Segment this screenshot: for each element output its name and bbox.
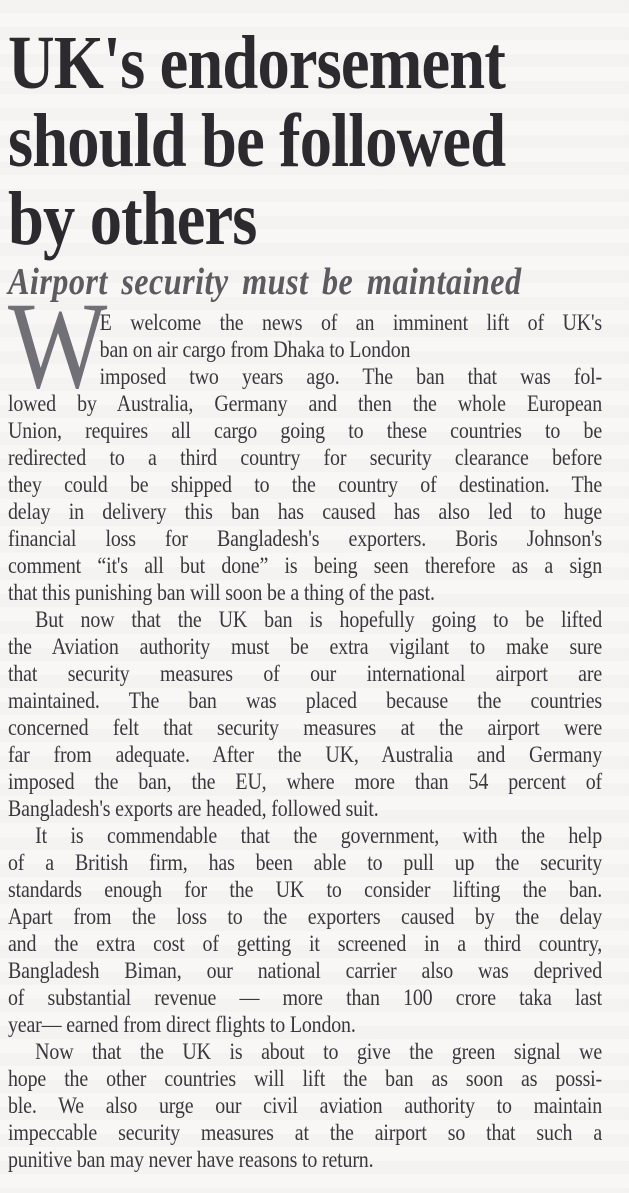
body-line: they could be shipped to the country of destination. The	[8, 472, 603, 498]
body-line: maintained. The ban was placed because the countries	[8, 688, 603, 714]
paragraph	[8, 823, 602, 1039]
body-line: hope the other countries will lift the ban as soon as possi-	[8, 1066, 603, 1092]
article-headline	[8, 21, 602, 261]
body-line: of a British firm, has been able to pull up the security	[8, 850, 603, 876]
headline-line: UK's endorsement	[8, 21, 505, 105]
headline-line: should be followed	[8, 99, 506, 183]
article-subheadline: Airport security must be maintained	[8, 261, 522, 303]
body-line: that security measures of our international airport are	[8, 661, 603, 687]
body-line: redirected to a third country for security clearance before	[8, 445, 603, 471]
body-line: Union, requires all cargo going to these countries to be	[8, 418, 603, 444]
headline-line: by others	[8, 177, 257, 261]
body-line: the Aviation authority must be extra vigilant to make sure	[8, 634, 603, 660]
body-line: Bangladesh's exports are headed, followed suit.	[8, 796, 379, 822]
body-line: comment “it's all but done” is being seen therefore as a sign	[8, 553, 603, 579]
body-line: that this punishing ban will soon be a thing of the past.	[8, 580, 435, 606]
body-line: delay in delivery this ban has caused has also led to huge	[8, 499, 603, 525]
body-line: far from adequate. After the UK, Australia and Germany	[8, 742, 603, 768]
body-line: ble. We also urge our civil aviation authority to maintain	[8, 1093, 603, 1119]
body-line: impeccable security measures at the airport so that such a	[8, 1120, 603, 1146]
body-line: imposed two years ago. The ban that was fol-	[99, 364, 603, 390]
body-line: Now that the UK is about to give the green signal we	[35, 1039, 603, 1065]
paragraph	[8, 1039, 602, 1174]
body-line: Apart from the loss to the exporters caused by the delay	[8, 904, 603, 930]
article-column	[8, 21, 603, 1174]
body-line: of substantial revenue — more than 100 crore taka last	[8, 985, 603, 1011]
body-line: punitive ban may never have reasons to return.	[8, 1147, 374, 1173]
body-line: But now that the UK ban is hopefully going to be lifted	[35, 607, 603, 633]
body-line: It is commendable that the government, with the help	[35, 823, 603, 849]
paragraph	[8, 607, 602, 823]
body-line: Bangladesh Biman, our national carrier also was deprived	[8, 958, 603, 984]
body-line: imposed the ban, the EU, where more than 54 percent of	[8, 769, 603, 795]
body-line: lowed by Australia, Germany and then the whole European	[8, 391, 603, 417]
body-line: financial loss for Bangladesh's exporters. Boris Johnson's	[8, 526, 603, 552]
body-line: E welcome the news of an imminent lift of UK's	[99, 310, 603, 336]
body-line: and the extra cost of getting it screened in a third country,	[8, 931, 603, 957]
body-line: year— earned from direct flights to London.	[8, 1012, 356, 1038]
body-line: ban on air cargo from Dhaka to London	[99, 337, 411, 363]
body-line: standards enough for the UK to consider lifting the ban.	[8, 877, 603, 903]
body-line: concerned felt that security measures at the airport were	[8, 715, 603, 741]
drop-cap: W	[8, 277, 108, 414]
